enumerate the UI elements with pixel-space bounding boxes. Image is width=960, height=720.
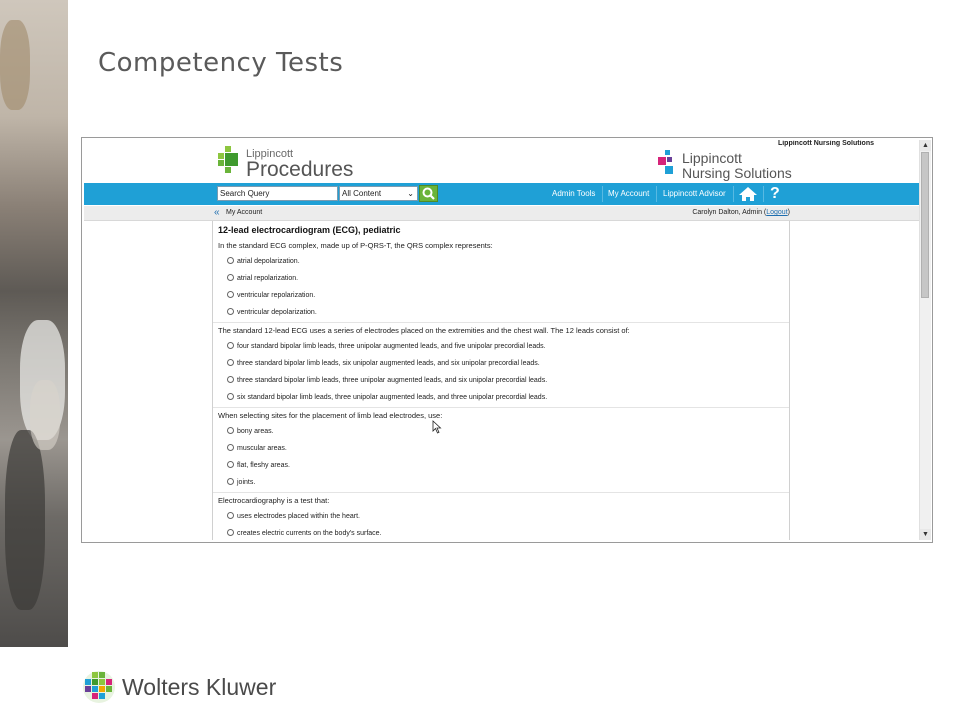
option-text: four standard bipolar limb leads, three unipolar augmented leads, and five unipolar precordial leads. <box>237 343 546 350</box>
option-text: creates electric currents on the body's surface. <box>237 530 382 537</box>
scroll-down-arrow-icon[interactable]: ▼ <box>920 529 931 540</box>
question-stem: Electrocardiography is a test that: <box>218 496 330 505</box>
question-stem: When selecting sites for the placement of limb lead electrodes, use: <box>218 411 443 420</box>
nav-divider <box>763 186 764 202</box>
partner-logo-line2: Nursing Solutions <box>682 165 792 181</box>
app-header <box>84 140 920 182</box>
scrollbar-thumb[interactable] <box>921 152 929 298</box>
slide-title: Competency Tests <box>98 48 344 78</box>
nav-divider <box>602 186 603 202</box>
option-text: ventricular depolarization. <box>237 309 317 316</box>
radio-button[interactable] <box>227 342 234 349</box>
procedures-logo-mark <box>218 146 238 176</box>
option-text: three standard bipolar limb leads, six unipolar augmented leads, and six unipolar precordial leads. <box>237 360 540 367</box>
question-divider <box>213 492 789 493</box>
option-text: uses electrodes placed within the heart. <box>237 513 360 520</box>
double-chevron-left-icon[interactable]: « <box>214 207 220 218</box>
footer-brand: Wolters Kluwer <box>122 674 277 700</box>
home-icon[interactable] <box>738 186 758 202</box>
test-title: 12-lead electrocardiogram (ECG), pediatric <box>218 225 401 235</box>
background-photo <box>0 0 68 647</box>
logo-brand-small: Lippincott <box>246 148 294 160</box>
content-filter-select[interactable] <box>339 186 418 201</box>
option-text: six standard bipolar limb leads, three unipolar augmented leads, and three unipolar precordial leads. <box>237 394 548 401</box>
radio-button[interactable] <box>227 274 234 281</box>
question-stem: The standard 12-lead ECG uses a series of electrodes placed on the extremities and the chest wall. The 12 leads consist of: <box>218 326 630 335</box>
search-button[interactable] <box>419 185 438 202</box>
radio-button[interactable] <box>227 478 234 485</box>
partner-caption: Lippincott Nursing Solutions <box>777 140 874 147</box>
nav-my-account[interactable]: My Account <box>608 189 650 198</box>
user-info <box>692 206 790 220</box>
breadcrumb-my-account[interactable]: My Account <box>226 209 263 216</box>
chevron-down-icon: ⌄ <box>407 189 414 198</box>
radio-button[interactable] <box>227 359 234 366</box>
mouse-pointer-icon <box>432 420 442 434</box>
search-input[interactable]: Search Query <box>217 186 338 201</box>
nav-lippincott-advisor[interactable]: Lippincott Advisor <box>663 189 726 198</box>
partner-logo-line1: Lippincott <box>682 150 742 166</box>
option-text: muscular areas. <box>237 445 287 452</box>
help-icon[interactable]: ? <box>770 185 780 202</box>
option-text: flat, fleshy areas. <box>237 462 290 469</box>
question-stem: In the standard ECG complex, made up of P-QRS-T, the QRS complex represents: <box>218 241 493 250</box>
test-content <box>212 221 790 540</box>
radio-button[interactable] <box>227 444 234 451</box>
scroll-up-arrow-icon[interactable]: ▲ <box>920 140 931 151</box>
vertical-scrollbar[interactable] <box>919 140 931 540</box>
option-text: ventricular repolarization. <box>237 292 316 299</box>
option-text: three standard bipolar limb leads, three unipolar augmented leads, and six unipolar precordial leads. <box>237 377 548 384</box>
user-info-close: ) <box>787 209 790 216</box>
wolters-kluwer-logo-icon <box>82 670 116 704</box>
radio-button[interactable] <box>227 461 234 468</box>
logout-link[interactable]: Logout <box>766 209 788 216</box>
nav-admin-tools[interactable]: Admin Tools <box>552 189 596 198</box>
magnifier-icon <box>420 186 437 201</box>
radio-button[interactable] <box>227 376 234 383</box>
question-divider <box>213 407 789 408</box>
radio-button[interactable] <box>227 512 234 519</box>
radio-button[interactable] <box>227 427 234 434</box>
option-text: atrial depolarization. <box>237 258 300 265</box>
partner-logo-mark <box>658 150 678 180</box>
option-text: atrial repolarization. <box>237 275 299 282</box>
option-text: joints. <box>237 479 256 486</box>
radio-button[interactable] <box>227 257 234 264</box>
screenshot-window <box>81 137 933 543</box>
nav-divider <box>733 186 734 202</box>
nav-bar <box>84 183 920 205</box>
option-text: bony areas. <box>237 428 274 435</box>
page-viewport <box>84 140 920 540</box>
filter-selected-value: All Content <box>342 189 382 198</box>
nav-divider <box>656 186 657 202</box>
radio-button[interactable] <box>227 529 234 536</box>
user-name: Carolyn Dalton, Admin ( <box>692 209 767 216</box>
radio-button[interactable] <box>227 393 234 400</box>
sub-bar <box>84 206 920 221</box>
radio-button[interactable] <box>227 291 234 298</box>
radio-button[interactable] <box>227 308 234 315</box>
question-divider <box>213 322 789 323</box>
logo-product-name: Procedures <box>246 158 354 181</box>
